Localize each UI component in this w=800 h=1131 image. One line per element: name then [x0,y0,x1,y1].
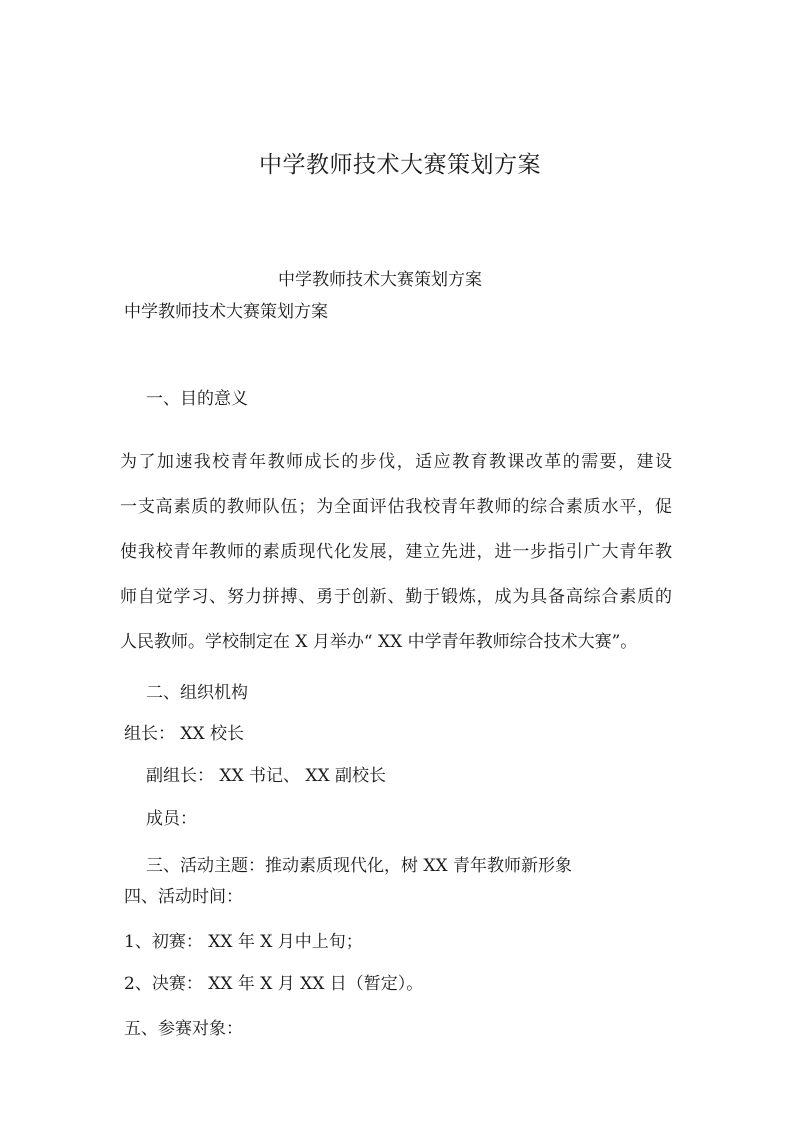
document-subtitle-left: 中学教师技术大赛策划方案 [124,302,328,322]
document-title: 中学教师技术大赛策划方案 [259,152,541,178]
section-heading-participants: 五、参赛对象： [124,1019,243,1039]
document-subtitle-centered: 中学教师技术大赛策划方案 [278,270,482,290]
paragraph-line: 使我校青年教师的素质现代化发展，建立先进，进一步指引广大青年教 [120,542,672,562]
deputy-leader-line: 副组长： XX 书记、 XX 副校长 [146,766,387,786]
paragraph-line: 人民教师。学校制定在 X 月举办“ XX 中学青年教师综合技术大赛”。 [120,632,638,652]
paragraph-line: 师自觉学习、努力拼搏、勇于创新、勤于锻炼，成为具备高综合素质的 [120,587,672,607]
paragraph-line: 为了加速我校青年教师成长的步伐，适应教育教课改革的需要，建设 [120,452,672,472]
paragraph-line: 一支高素质的教师队伍；为全面评估我校青年教师的综合素质水平，促 [120,497,672,517]
members-line: 成员： [146,809,197,829]
section-heading-organization: 二、组织机构 [146,683,248,703]
section-theme: 三、活动主题：推动素质现代化，树 XX 青年教师新形象 [146,856,573,876]
time-item-final: 2、决赛： XX 年 X 月 XX 日（暂定）。 [124,974,424,994]
leader-line: 组长： XX 校长 [124,724,245,744]
section-heading-time: 四、活动时间： [124,887,243,907]
section-heading-purpose: 一、目的意义 [146,389,248,409]
purpose-paragraph [120,440,672,665]
time-item-preliminary: 1、初赛： XX 年 X 月中上旬； [124,932,363,952]
